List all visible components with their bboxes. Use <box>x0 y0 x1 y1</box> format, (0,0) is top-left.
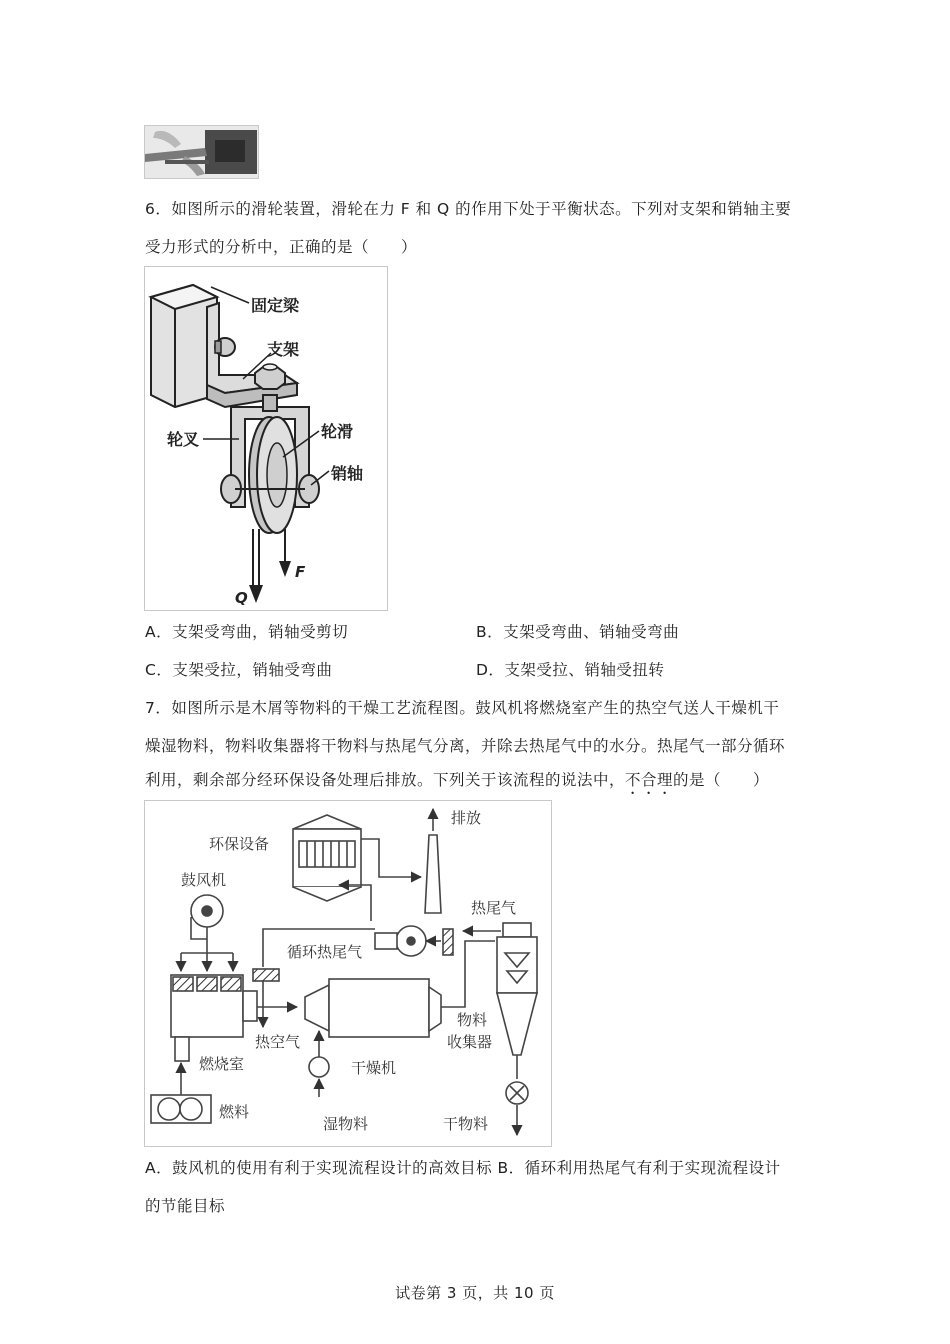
label-bracket: 支架 <box>267 340 300 359</box>
label-blower: 鼓风机 <box>181 871 227 889</box>
pulley-assembly-figure <box>144 266 388 611</box>
label-dry-material: 干物料 <box>443 1115 489 1133</box>
q6-option-b[interactable]: B．支架受弯曲、销轴受弯曲 <box>476 623 680 641</box>
q7-stem-line3-pre: 利用，剩余部分经环保设备处理后排放。下列关于该流程的说法中， <box>145 771 626 789</box>
label-hot-air: 热空气 <box>255 1033 301 1051</box>
label-force-q: Q <box>235 589 248 607</box>
q6-option-a[interactable]: A．支架受弯曲，销轴受剪切 <box>145 623 349 641</box>
q6-stem-line1: 6．如图所示的滑轮装置，滑轮在力 F 和 Q 的作用下处于平衡状态。下列对支架和销轴主要 <box>145 200 792 218</box>
q7-stem-line2: 燥湿物料，物料收集器将干物料与热尾气分离，并除去热尾气中的水分。热尾气一部分循环 <box>145 737 786 755</box>
label-force-f: F <box>295 563 306 581</box>
label-discharge: 排放 <box>451 809 482 827</box>
q7-options-ab-line2[interactable]: 的节能目标 <box>145 1197 226 1215</box>
q6-option-d[interactable]: D．支架受拉、销轴受扭转 <box>476 661 665 679</box>
q7-stem-line3-post: 的是（ ） <box>673 771 770 789</box>
q7-options-ab-line1[interactable]: A．鼓风机的使用有利于实现流程设计的高效目标 B．循环利用热尾气有利于实现流程设计 <box>145 1159 781 1177</box>
label-fuel: 燃料 <box>219 1103 250 1121</box>
label-wet-material: 湿物料 <box>323 1115 369 1133</box>
label-wheel-fork: 轮叉 <box>167 430 200 449</box>
q7-stem-line1: 7．如图所示是木屑等物料的干燥工艺流程图。鼓风机将燃烧室产生的热空气送人干燥机干 <box>145 699 780 717</box>
q7-emphasis-not-reasonable: 不合理 <box>625 771 674 789</box>
label-dryer: 干燥机 <box>351 1059 397 1077</box>
page-footer: 试卷第 3 页，共 10 页 <box>395 1284 555 1302</box>
q6-option-c[interactable]: C．支架受拉，销轴受弯曲 <box>145 661 333 679</box>
q6-stem-line2: 受力形式的分析中，正确的是（ ） <box>145 238 418 256</box>
label-environmental-equipment: 环保设备 <box>209 835 270 853</box>
label-fixed-beam: 固定梁 <box>251 296 300 315</box>
label-material: 物料 <box>457 1011 488 1029</box>
label-recycled-hot-tail-gas: 循环热尾气 <box>287 943 363 961</box>
q7-stem-line3 <box>145 770 769 798</box>
label-combustion-chamber: 燃烧室 <box>199 1055 245 1073</box>
vise-photo <box>144 125 259 179</box>
label-collector: 收集器 <box>447 1033 493 1051</box>
drying-process-flowchart <box>144 800 552 1147</box>
label-pulley: 轮滑 <box>321 422 354 441</box>
label-hot-tail-gas: 热尾气 <box>471 899 517 917</box>
label-pin: 销轴 <box>331 464 364 483</box>
